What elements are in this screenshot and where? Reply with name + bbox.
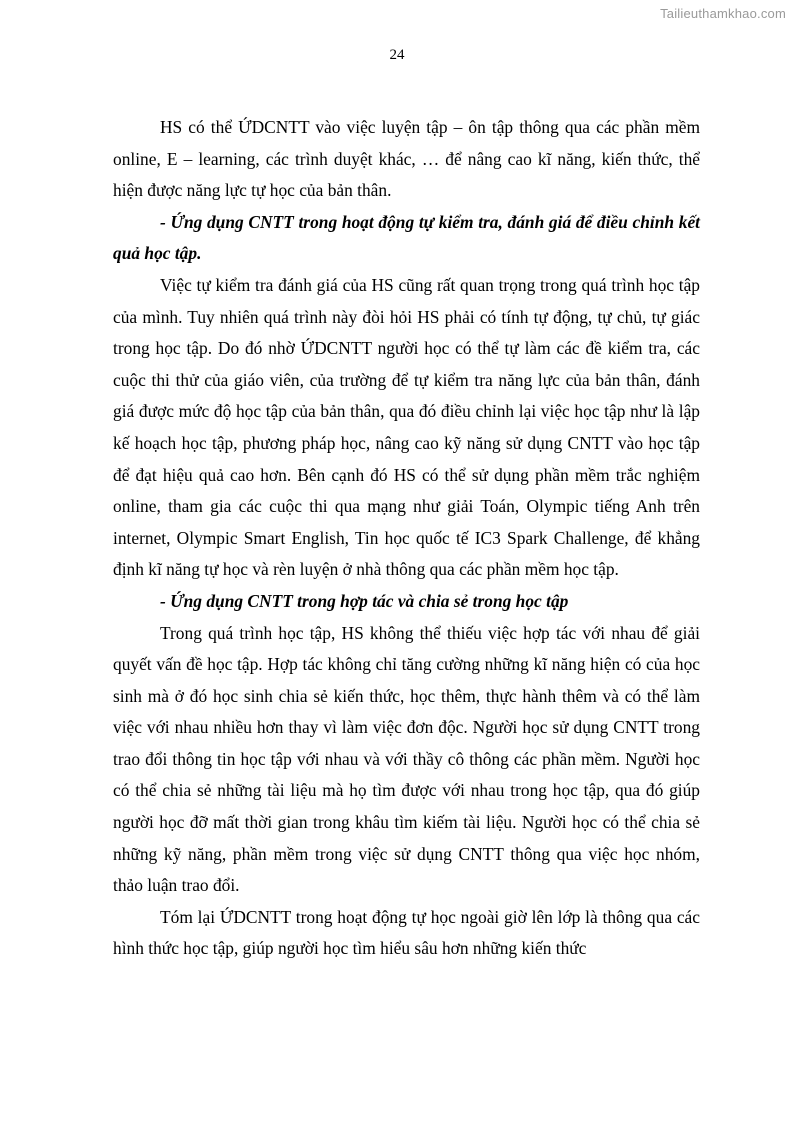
paragraph-collaboration: Trong quá trình học tập, HS không thể thiếu việc hợp tác với nhau để giải quyết vấn đề học tập. Hợp tác không chỉ tăng cường những kĩ năng hiện có của học sinh mà ở đó học sinh chia sẻ kiến thức, học thêm, thực hành thêm và có thể làm việc với nhau nhiều hơn thay vì làm việc đơn độc. Người học sử dụng CNTT trong trao đổi thông tin học tập với nhau và với thầy cô thông các phần mềm. Người học có thể chia sẻ những tài liệu mà họ tìm được với nhau trong học tập, qua đó giúp người học đỡ mất thời gian trong khâu tìm kiếm tài liệu. Người học có thể chia sẻ những kỹ năng, phần mềm trong việc sử dụng CNTT thông qua việc học nhóm, thảo luận trao đổi. xyxy=(113,622,700,896)
heading-collaboration: - Ứng dụng CNTT trong hợp tác và chia sẻ trong học tập xyxy=(160,590,569,611)
document-body xyxy=(113,112,700,965)
page-number: 24 xyxy=(389,47,405,63)
paragraph-summary: Tóm lại ỨDCNTT trong hoạt động tự học ngoài giờ lên lớp là thông qua các hình thức học tập, giúp người học tìm hiểu sâu hơn những kiến thức xyxy=(113,906,700,959)
watermark: Tailieuthamkhao.com xyxy=(660,6,786,21)
heading-self-assessment: - Ứng dụng CNTT trong hoạt động tự kiểm tra, đánh giá để điều chỉnh kết quả học tập. xyxy=(113,211,700,264)
paragraph-self-assessment: Việc tự kiểm tra đánh giá của HS cũng rất quan trọng trong quá trình học tập của mình. Tuy nhiên quá trình này đòi hỏi HS phải có tính tự động, tự chủ, tự giác trong học tập. Do đó nhờ ỨDCNTT người học có thể tự làm các đề kiểm tra, các cuộc thi thử của giáo viên, của trường để tự kiểm tra năng lực của bản thân, đánh giá được mức độ học tập của bản thân, qua đó điều chỉnh lại việc học tập như là lập kế hoạch học tập, phương pháp học, nâng cao kỹ năng sử dụng CNTT vào học tập để đạt hiệu quả cao hơn. Bên cạnh đó HS có thể sử dụng phần mềm trắc nghiệm online, tham gia các cuộc thi qua mạng như giải Toán, Olympic tiếng Anh trên internet, Olympic Smart English, Tin học quốc tế IC3 Spark Challenge, để khẳng định kĩ năng tự học và rèn luyện ở nhà thông qua các phần mềm học tập. xyxy=(113,274,700,580)
paragraph-practice: HS có thể ỨDCNTT vào việc luyện tập – ôn tập thông qua các phần mềm online, E – learning, các trình duyệt khác, … để nâng cao kĩ năng, kiến thức, thể hiện được năng lực tự học của bản thân. xyxy=(113,117,700,201)
